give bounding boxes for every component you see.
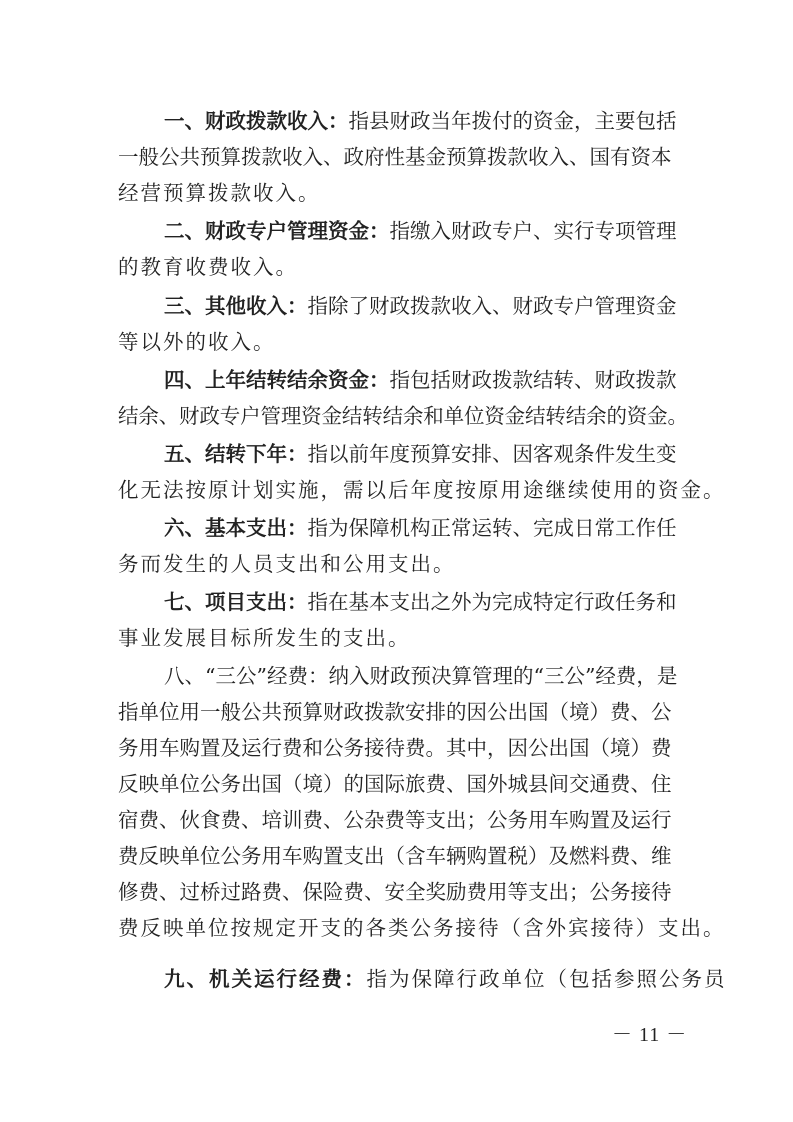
section-line xyxy=(118,961,727,997)
section-line xyxy=(118,362,688,398)
section-line xyxy=(118,288,688,324)
section-term: 二、财政专户管理资金： xyxy=(164,219,390,243)
section-line xyxy=(118,436,688,472)
section-term: 七、项目支出： xyxy=(164,590,308,614)
section-term: 八、“三公”经费： xyxy=(164,664,329,688)
section-line xyxy=(118,658,688,694)
section-text: 指县财政当年拨付的资金，主要包括 xyxy=(348,109,677,133)
section-line: 等以外的收入。 xyxy=(118,330,276,354)
section-text: 指以前年度预算安排、因客观条件发生变 xyxy=(307,442,677,466)
section-text: 纳入财政预决算管理的“三公”经费，是 xyxy=(328,664,678,688)
section-7-project-expenditure xyxy=(118,584,688,656)
section-line: 化无法按原计划实施，需以后年度按原用途继续使用的资金。 xyxy=(118,478,726,502)
section-line: 费反映单位公务用车购置支出（含车辆购置税）及燃料费、维 xyxy=(118,844,672,868)
section-line: 经营预算拨款收入。 xyxy=(118,181,321,205)
section-line xyxy=(118,213,688,249)
section-5-carry-to-next-year xyxy=(118,436,726,508)
section-line xyxy=(118,103,688,139)
section-term: 三、其他收入： xyxy=(164,294,308,318)
section-text: 指包括财政拨款结转、财政拨款 xyxy=(389,368,677,392)
section-2-special-account-funds xyxy=(118,213,688,285)
section-line: 一般公共预算拨款收入、政府性基金预算拨款收入、国有资本 xyxy=(118,145,672,169)
section-term: 四、上年结转结余资金： xyxy=(164,368,390,392)
section-line: 宿费、伙食费、培训费、公杂费等支出；公务用车购置及运行 xyxy=(118,808,672,832)
section-line xyxy=(118,584,688,620)
section-9-agency-operating-expenses xyxy=(118,961,727,997)
section-term: 一、财政拨款收入： xyxy=(164,109,349,133)
section-text: 指为保障行政单位（包括参照公务员 xyxy=(366,967,727,991)
section-text: 指除了财政拨款收入、财政专户管理资金 xyxy=(307,294,677,318)
section-term: 五、结转下年： xyxy=(164,442,308,466)
section-term: 九、机关运行经费： xyxy=(164,967,367,991)
section-text: 指缴入财政专户、实行专项管理 xyxy=(389,219,677,243)
section-line: 务用车购置及运行费和公务接待费。其中，因公出国（境）费 xyxy=(118,736,672,760)
page-number: － 11 － xyxy=(612,1024,688,1046)
section-line: 修费、过桥过路费、保险费、安全奖励费用等支出；公务接待 xyxy=(118,880,672,904)
section-4-prior-year-carryover xyxy=(118,362,688,434)
section-line: 的教育收费收入。 xyxy=(118,255,298,279)
section-6-basic-expenditure xyxy=(118,510,688,582)
section-8-three-public-expenses xyxy=(118,658,726,946)
section-1-financial-appropriation-income xyxy=(118,103,688,211)
section-line: 结余、财政专户管理资金结转结余和单位资金结转结余的资金。 xyxy=(118,404,688,428)
section-line: 指单位用一般公共预算财政拨款安排的因公出国（境）费、公 xyxy=(118,700,672,724)
section-term: 六、基本支出： xyxy=(164,516,308,540)
section-text: 指在基本支出之外为完成特定行政任务和 xyxy=(307,590,677,614)
section-line: 务而发生的人员支出和公用支出。 xyxy=(118,552,456,576)
section-line: 费反映单位按规定开支的各类公务接待（含外宾接待）支出。 xyxy=(118,916,726,940)
section-line: 事业发展目标所发生的支出。 xyxy=(118,626,411,650)
section-text: 指为保障机构正常运转、完成日常工作任 xyxy=(307,516,677,540)
section-line xyxy=(118,510,688,546)
section-line: 反映单位公务出国（境）的国际旅费、国外城县间交通费、住 xyxy=(118,772,672,796)
section-3-other-income xyxy=(118,288,688,360)
